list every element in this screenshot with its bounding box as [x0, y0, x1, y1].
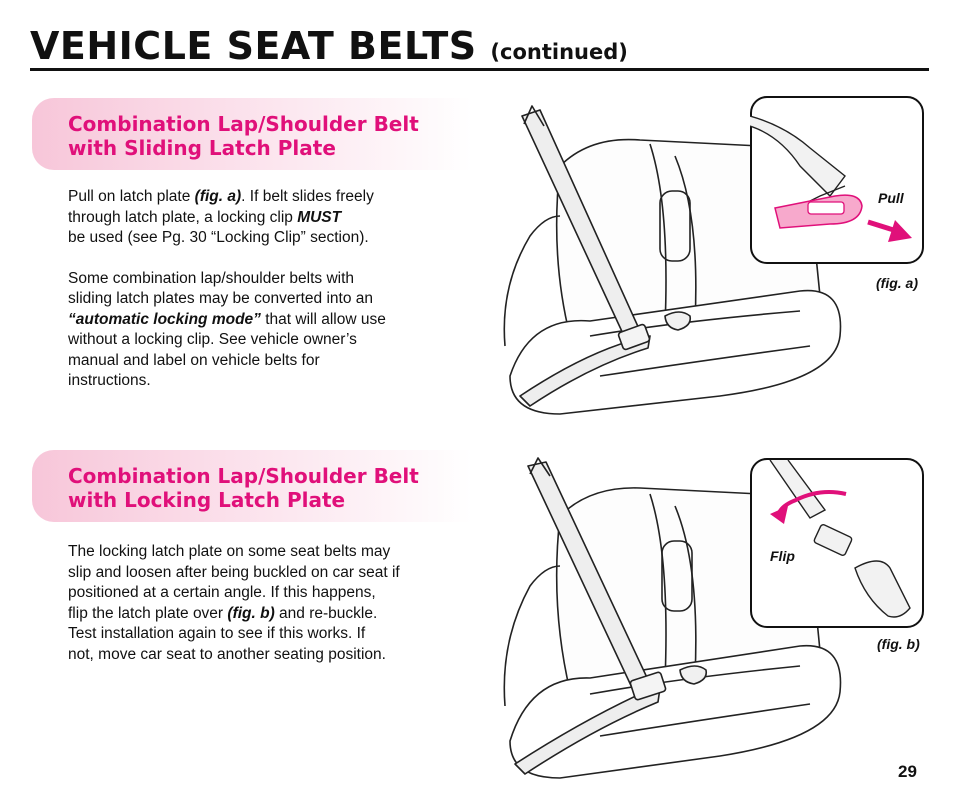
- page-number: 29: [898, 762, 917, 781]
- section-heading-line2: with Locking Latch Plate: [68, 488, 346, 512]
- flip-label: Flip: [770, 548, 795, 564]
- figure-caption-b: (fig. b): [877, 636, 920, 652]
- section-heading-line2: with Sliding Latch Plate: [68, 136, 336, 160]
- section-heading-line1: Combination Lap/Shoulder Belt: [68, 112, 419, 136]
- section-heading-locking: [32, 450, 472, 522]
- inset-illustration-b: [750, 458, 926, 630]
- section-body-sliding: [68, 187, 468, 412]
- pull-label: Pull: [878, 190, 904, 206]
- page-title-continued: (continued): [490, 40, 628, 64]
- paragraph: Some combination lap/shoulder belts with sliding latch plates may be converted into an “automatic locking mode” that will allow use without a locking clip. See vehicle owner’s manual and label on vehicle belts for instructions.: [68, 269, 386, 389]
- inset-illustration-a: [750, 96, 926, 266]
- page-title: [30, 24, 628, 68]
- paragraph: Pull on latch plate (fig. a). If belt slides freely through latch plate, a locking clip MUST be used (see Pg. 30 “Locking Clip” section).: [68, 188, 374, 246]
- figure-caption-a: (fig. a): [876, 275, 918, 291]
- section-body-locking: [68, 542, 468, 685]
- paragraph: The locking latch plate on some seat belts may slip and loosen after being buckled on car seat if positioned at a certain angle. If this happens, flip the latch plate over (fig. b) and re-buckle. Test installation again to see if this works. If not, move car seat to another seating position.: [68, 543, 400, 663]
- section-heading-line1: Combination Lap/Shoulder Belt: [68, 464, 419, 488]
- section-heading-sliding: [32, 98, 472, 170]
- title-rule: [30, 68, 929, 71]
- page-title-main: VEHICLE SEAT BELTS: [30, 24, 477, 68]
